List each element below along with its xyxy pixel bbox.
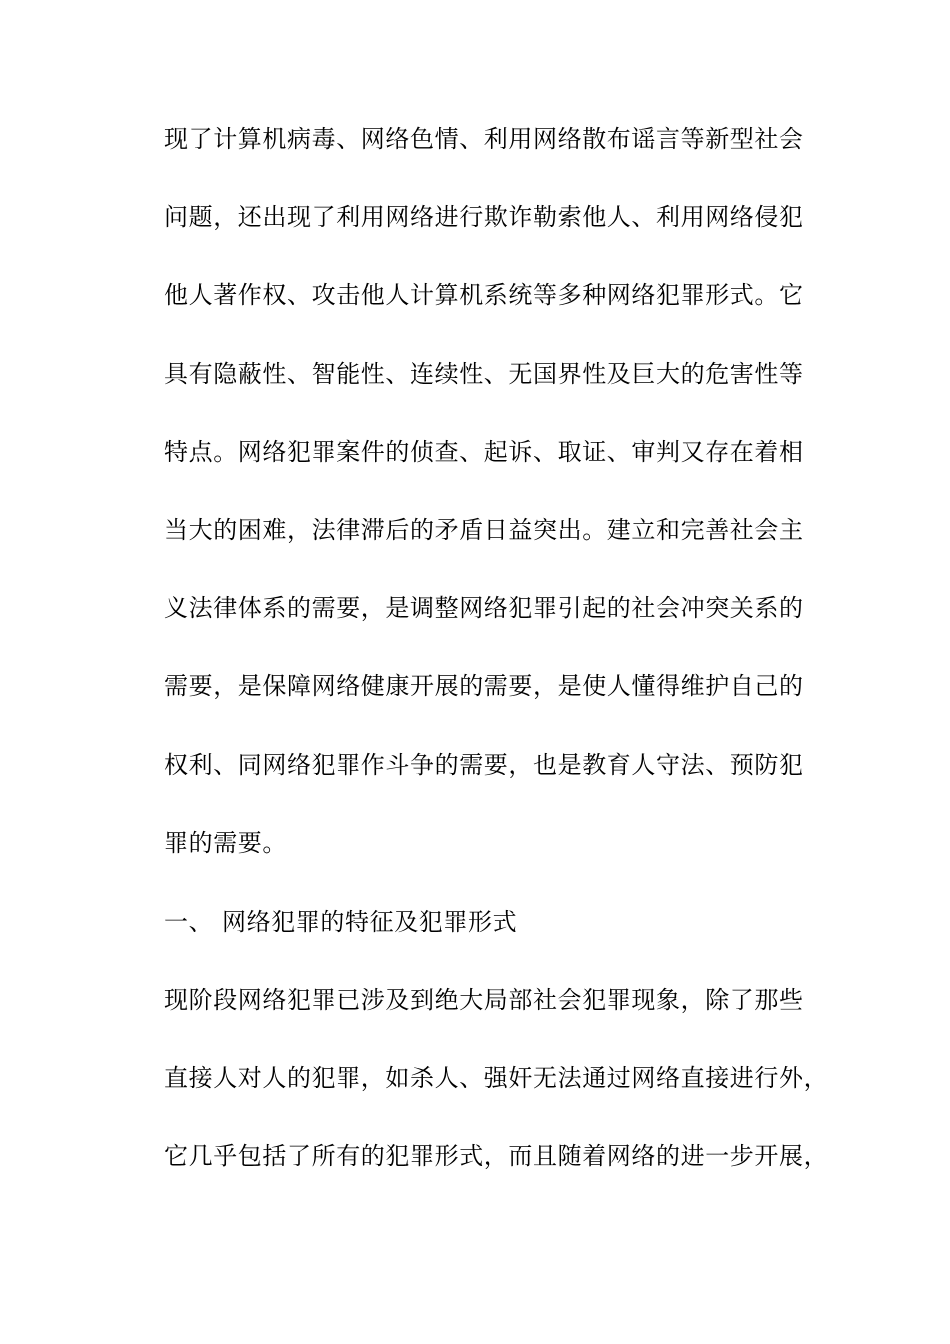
paragraph-1-line-10: 罪的需要。 bbox=[164, 829, 287, 857]
paragraph-1-line-8: 需要，是保障网络健康开展的需要，是使人懂得维护自己的 bbox=[164, 672, 804, 700]
paragraph-1-line-3: 他人著作权、攻击他人计算机系统等多种网络犯罪形式。它 bbox=[164, 281, 804, 309]
paragraph-1-line-4: 具有隐蔽性、智能性、连续性、无国界性及巨大的危害性等 bbox=[164, 360, 804, 388]
paragraph-1-line-5: 特点。网络犯罪案件的侦查、起诉、取证、审判又存在着相 bbox=[164, 438, 804, 466]
paragraph-1-line-6: 当大的困难，法律滞后的矛盾日益突出。建立和完善社会主 bbox=[164, 516, 804, 544]
section-heading bbox=[164, 907, 804, 937]
paragraph-1-line-7: 义法律体系的需要，是调整网络犯罪引起的社会冲突关系的 bbox=[164, 594, 804, 622]
paragraph-1-line-1: 现了计算机病毒、网络色情、利用网络散布谣言等新型社会 bbox=[164, 125, 804, 153]
section-heading-title: 网络犯罪的特征及犯罪形式 bbox=[222, 908, 518, 936]
paragraph-2-line-2: 直接人对人的犯罪，如杀人、强奸无法通过网络直接进行外， bbox=[164, 1064, 829, 1092]
paragraph-1-line-9: 权利、同网络犯罪作斗争的需要，也是教育人守法、预防犯 bbox=[164, 751, 804, 779]
paragraph-2-line-3: 它几乎包括了所有的犯罪形式，而且随着网络的进一步开展， bbox=[164, 1142, 829, 1170]
paragraph-2-line-1: 现阶段网络犯罪已涉及到绝大局部社会犯罪现象，除了那些 bbox=[164, 986, 804, 1014]
paragraph-1-line-2: 问题，还出现了利用网络进行欺诈勒索他人、利用网络侵犯 bbox=[164, 203, 804, 231]
section-heading-number: 一、 bbox=[164, 908, 214, 936]
